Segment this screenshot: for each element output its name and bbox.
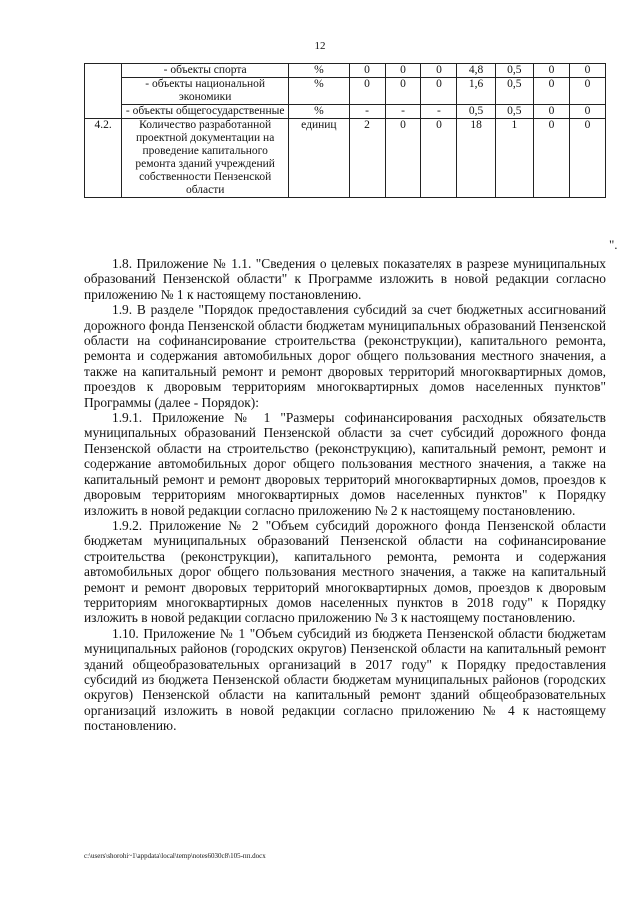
table-cell-value: 4,8 <box>457 64 495 78</box>
table-cell-value: 0 <box>534 64 570 78</box>
table-cell-value: 0,5 <box>495 64 533 78</box>
paragraph-1-9-2: 1.9.2. Приложение № 2 "Объем субсидий дорожного фонда Пензенской области бюджетам муниципальных образований Пензенской области на софинансирование строительства (реконструкции), капитального ремонта, ремонта и содержания автомобильных дорог общего пользования местного значения, а также на капитальный ремонт и ремонт дворовых территорий многоквартирных домов, проездов к дворовым территориям многоквартирных домов населенных пунктов в 2018 году" к Порядку изложить в новой редакции согласно приложению № 3 к настоящему постановлению. <box>84 517 606 626</box>
table-cell-value: 0 <box>569 78 605 105</box>
table-cell-value: 0,5 <box>495 105 533 119</box>
table-cell-value: 0 <box>534 78 570 105</box>
table-cell-num: 4.2. <box>85 119 122 198</box>
table-cell-value: 0 <box>569 119 605 198</box>
table-cell-value: 0,5 <box>495 78 533 105</box>
table-cell-value: 0 <box>385 64 421 78</box>
table-cell-name: - объекты общегосударственные <box>122 105 289 119</box>
table-cell-unit: % <box>289 64 349 78</box>
table-cell-value: 1,6 <box>457 78 495 105</box>
table-cell-name: - объекты национальной экономики <box>122 78 289 105</box>
paragraph-1-8: 1.8. Приложение № 1.1. "Сведения о целевых показателях в разрезе муниципальных образований Пензенской области" к Программе изложить в новой редакции согласно приложению № 1 к настоящему постановлению. <box>84 256 606 302</box>
table-cell-value: 18 <box>457 119 495 198</box>
table-row <box>85 64 606 78</box>
table-cell-value: 0 <box>569 64 605 78</box>
table-cell-name: - объекты спорта <box>122 64 289 78</box>
table-cell-value: 0 <box>349 78 385 105</box>
table-cell-value: 0 <box>421 64 457 78</box>
indicators-table <box>84 63 606 198</box>
table-cell-value: 0,5 <box>457 105 495 119</box>
table-cell-value: 0 <box>385 119 421 198</box>
table-cell-value: 0 <box>349 64 385 78</box>
paragraph-1-10: 1.10. Приложение № 1 "Объем субсидий из бюджета Пензенской области бюджетам муниципальных районов (городских округов) Пензенской области на капитальный ремонт зданий общеобразовательных организаций в 2017 году" к Порядку предоставления субсидий из бюджета Пензенской области бюджетам муниципальных районов (городских округов) Пензенской области на капитальный ремонт зданий общеобразовательных организаций изложить в новой редакции согласно приложению № 4 к настоящему постановлению. <box>84 625 606 734</box>
table-cell-value: 0 <box>569 105 605 119</box>
table-row <box>85 105 606 119</box>
table-row <box>85 119 606 198</box>
body-text <box>84 256 606 734</box>
table-cell-unit: единиц <box>289 119 349 198</box>
table-cell-value: 0 <box>421 119 457 198</box>
table-cell-value: - <box>349 105 385 119</box>
table-cell-name: Количество разработанной проектной документации на проведение капитального ремонта зданий учреждений собственности Пензенской области <box>122 119 289 198</box>
paragraph-1-9: 1.9. В разделе "Порядок предоставления субсидий за счет бюджетных ассигнований дорожного фонда Пензенской области бюджетам муниципальных образований Пензенской области на софинансирование строительства (реконструкции), капитального ремонта, ремонта и содержания автомобильных дорог общего пользования местного значения, а также на капитальный ремонт и ремонт дворовых территорий многоквартирных домов, проездов к дворовым территориям многоквартирных домов населенных пунктов" Программы (далее - Порядок): <box>84 302 606 410</box>
table-cell-unit: % <box>289 78 349 105</box>
table-cell-unit: % <box>289 105 349 119</box>
table-cell-value: 0 <box>385 78 421 105</box>
table-cell-value: 0 <box>534 105 570 119</box>
table-cell-value: - <box>421 105 457 119</box>
table-row <box>85 78 606 105</box>
table-cell-value: 1 <box>495 119 533 198</box>
table-cell-value: - <box>385 105 421 119</box>
table-closing-mark: ". <box>609 237 618 252</box>
footer-file-path: c:\users\shorohi~1\appdata\local\temp\notes6030c8\105-пп.docx <box>84 852 266 860</box>
table-cell-value: 0 <box>534 119 570 198</box>
page-number: 12 <box>314 40 326 52</box>
table-cell-value: 0 <box>421 78 457 105</box>
table-cell-value: 2 <box>349 119 385 198</box>
paragraph-1-9-1: 1.9.1. Приложение № 1 "Размеры софинансирования расходных обязательств муниципальных образований Пензенской области за счет субсидий дорожного фонда Пензенской области на строительство (реконструкцию), капитальный ремонт, ремонт и содержание автомобильных дорог общего пользования местного значения, а также на капитальный ремонт и ремонт дворовых территорий многоквартирных домов, проездов к дворовым территориям многоквартирных домов населенных пунктов" к Порядку изложить в новой редакции согласно приложению № 2 к настоящему постановлению. <box>84 410 606 518</box>
table-cell-num <box>85 64 122 119</box>
